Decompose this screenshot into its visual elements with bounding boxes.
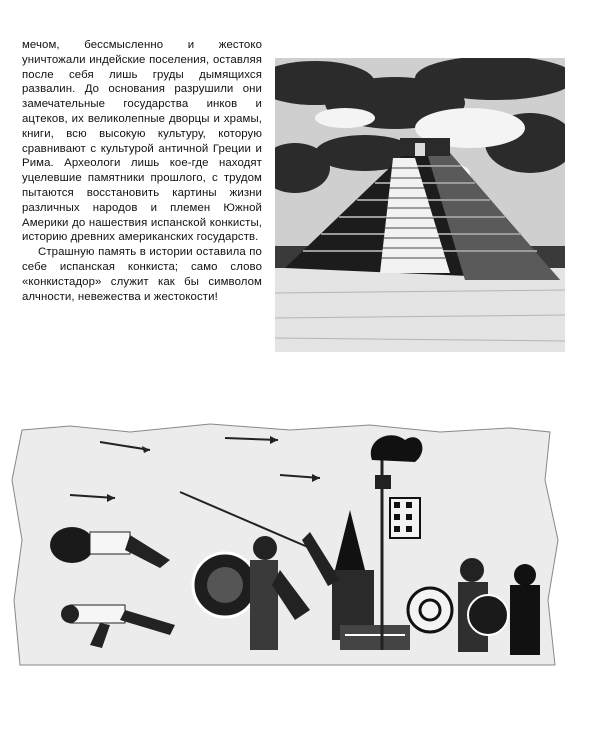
aztec-codex-illustration <box>10 420 570 670</box>
pyramid-illustration <box>275 58 565 352</box>
pyramid-photo <box>275 58 565 352</box>
article-text <box>22 38 262 304</box>
paragraph-2: Страшную память в истории оставила по себе испанская конкиста; само слово «конкистадор» служит как бы символом алчности, невежества и жестокости! <box>22 246 262 303</box>
battle-scene <box>10 420 570 670</box>
paragraph-1: мечом, бессмысленно и жестоко уничтожали индейские поселения, оставляя после себя лишь груды дымящихся развалин. До основания разрушили они замечательные государства инков и ацтеков, их великолепные дворцы и храмы, книги, всю высокую культуру, которую сравнивают с культурой античной Греции и Рима. Археологи лишь кое-где находят уцелевшие памятники прошлого, с трудом пытаются восстановить картины жизни различных народов и племен Южной Америки до нашествия испанской конкисты, историю древних американских государств. <box>22 39 262 244</box>
